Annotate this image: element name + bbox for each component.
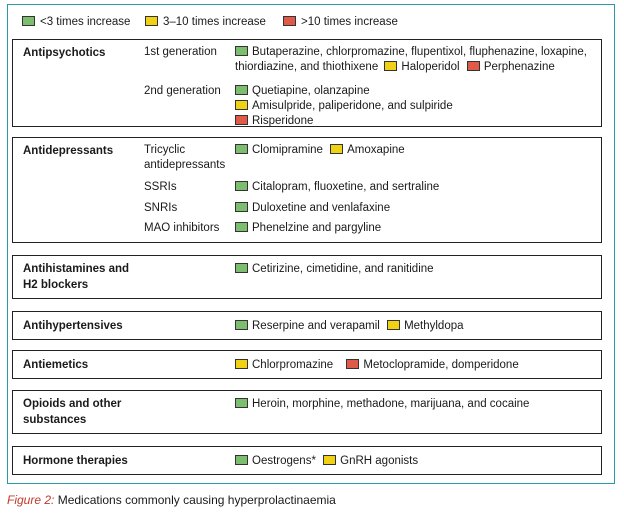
section-antihypertensives: [12, 311, 602, 340]
row-items: [235, 84, 595, 129]
row-items: [235, 143, 595, 158]
row-items: [235, 221, 595, 236]
red-swatch-icon: [283, 16, 296, 26]
yellow-swatch-icon: [330, 144, 343, 154]
section-antiemetics: [12, 350, 602, 379]
row-items: [235, 397, 595, 412]
item-text: Clomipramine: [252, 144, 323, 156]
row-items: [235, 201, 595, 216]
green-swatch-icon: [235, 202, 248, 212]
yellow-swatch-icon: [323, 455, 336, 465]
green-swatch-icon: [235, 144, 248, 154]
item-text: Heroin, morphine, methadone, marijuana, and cocaine: [252, 398, 530, 410]
row-subtitle: 1st generation: [144, 46, 217, 58]
section-antipsychotics: [12, 39, 602, 127]
item-text: Phenelzine and pargyline: [252, 222, 382, 234]
row-subtitle: Tricyclic antidepressants: [144, 144, 226, 171]
yellow-swatch-icon: [384, 61, 397, 71]
row-items: [235, 358, 595, 373]
row-items: [235, 180, 595, 195]
green-swatch-icon: [235, 181, 248, 191]
section-title: Hormone therapies: [23, 455, 128, 467]
item-text: Amoxapine: [347, 144, 405, 156]
row-items: [235, 454, 595, 469]
section-hormone-therapies: [12, 446, 602, 475]
figure-caption: [7, 493, 336, 507]
item-text: Oestrogens*: [252, 455, 316, 467]
legend-label: >10 times increase: [301, 16, 398, 28]
section-antidepressants: [12, 137, 602, 243]
row-subtitle: MAO inhibitors: [144, 222, 220, 234]
row-subtitle: SSRIs: [144, 181, 177, 193]
red-swatch-icon: [235, 115, 248, 125]
item-text: Quetiapine, olanzapine: [252, 85, 370, 97]
yellow-swatch-icon: [145, 16, 158, 26]
item-text: Citalopram, fluoxetine, and sertraline: [252, 181, 440, 193]
item-text: Methyldopa: [404, 320, 464, 332]
item-text: Perphenazine: [483, 61, 555, 73]
row-items: [235, 45, 595, 75]
item-text: Butaperazine, chlorpromazine, flupentixol, fluphenazine, loxapine, thiordiazine, and thiothixene: [235, 46, 587, 73]
item-text: Risperidone: [252, 115, 314, 127]
legend-item-high: [283, 13, 398, 31]
section-title: Antipsychotics: [23, 47, 106, 59]
item-text: Metoclopramide, domperidone: [363, 359, 519, 371]
yellow-swatch-icon: [235, 359, 248, 369]
legend-item-low: [22, 13, 130, 31]
section-title: Opioids and other substances: [23, 398, 122, 426]
item-text: Duloxetine and venlafaxine: [252, 202, 391, 214]
yellow-swatch-icon: [235, 100, 248, 110]
item-text: Reserpine and verapamil: [252, 320, 380, 332]
item-text: Haloperidol: [401, 61, 460, 73]
item-text: Chlorpromazine: [252, 359, 334, 371]
green-swatch-icon: [235, 320, 248, 330]
red-swatch-icon: [346, 359, 359, 369]
green-swatch-icon: [235, 85, 248, 95]
row-subtitle: SNRIs: [144, 202, 178, 214]
caption-label: Figure 2:: [7, 493, 55, 507]
row-subtitle: 2nd generation: [144, 85, 221, 97]
legend-item-mid: [145, 13, 266, 31]
row-items: [235, 262, 595, 277]
item-text: Amisulpride, paliperidone, and sulpiride: [252, 100, 453, 112]
yellow-swatch-icon: [387, 320, 400, 330]
item-text: Cetirizine, cimetidine, and ranitidine: [252, 263, 434, 275]
green-swatch-icon: [235, 398, 248, 408]
green-swatch-icon: [235, 222, 248, 232]
red-swatch-icon: [467, 61, 480, 71]
legend-label: 3–10 times increase: [163, 16, 266, 28]
item-text: GnRH agonists: [340, 455, 419, 467]
section-antihistamines: [12, 255, 602, 299]
section-opioids: [12, 390, 602, 434]
section-title: Antihypertensives: [23, 320, 123, 332]
section-title: Antidepressants: [23, 145, 114, 157]
caption-text: Medications commonly causing hyperprolactinaemia: [57, 493, 336, 507]
section-title: Antihistamines and H2 blockers: [23, 263, 130, 291]
row-items: [235, 319, 595, 334]
green-swatch-icon: [235, 46, 248, 56]
green-swatch-icon: [235, 263, 248, 273]
legend-label: <3 times increase: [40, 16, 131, 28]
section-title: Antiemetics: [23, 359, 89, 371]
green-swatch-icon: [235, 455, 248, 465]
green-swatch-icon: [22, 16, 35, 26]
